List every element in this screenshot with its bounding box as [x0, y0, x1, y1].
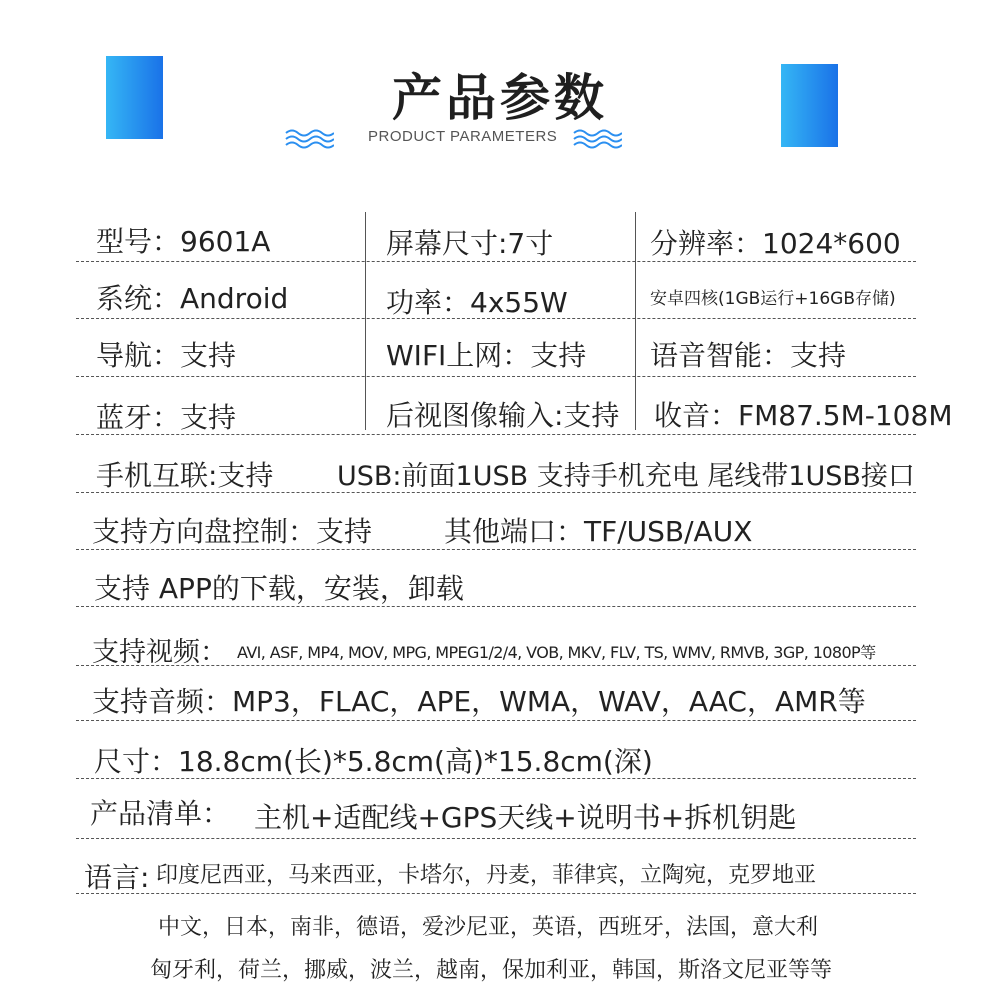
spec-navigation: 导航：支持: [96, 339, 237, 372]
spec-app: 支持 APP的下载，安装，卸载: [94, 572, 464, 605]
spec-package-label: 产品清单：: [90, 797, 231, 830]
page-subtitle: PRODUCT PARAMETERS: [368, 128, 558, 145]
page-title: 产品参数: [392, 69, 608, 127]
row-divider: [76, 492, 916, 493]
spec-screen-size: 屏幕尺寸:7寸: [386, 227, 554, 260]
wave-right-icon: [572, 128, 622, 150]
spec-voice: 语音智能：支持: [650, 339, 847, 372]
spec-radio: 收音：FM87.5M-108M: [654, 399, 953, 432]
spec-rear-camera: 后视图像输入:支持: [386, 399, 620, 432]
spec-video-formats: AVI, ASF, MP4, MOV, MPG, MPEG1/2/4, VOB, MKV, FLV, TS, WMV, RMVB, 3GP, 1080P等: [237, 643, 876, 662]
wave-left-icon: [284, 128, 334, 150]
row-divider: [76, 261, 916, 262]
spec-bluetooth: 蓝牙：支持: [96, 401, 237, 434]
subtitle-row: [0, 126, 1000, 152]
row-divider: [76, 318, 916, 319]
spec-usb: USB:前面1USB 支持手机充电 尾线带1USB接口: [337, 461, 915, 492]
spec-language-label: 语言:: [84, 861, 150, 894]
spec-audio: 支持音频：MP3，FLAC，APE，WMA，WAV，AAC，AMR等: [92, 685, 866, 718]
row-divider: [76, 893, 916, 894]
spec-language-line-1: 印度尼西亚，马来西亚，卡塔尔，丹麦，菲律宾，立陶宛，克罗地亚: [156, 863, 817, 888]
spec-video-label: 支持视频：: [92, 637, 227, 668]
row-divider: [76, 376, 916, 377]
spec-language-line-2: 中文，日本，南非，德语，爱沙尼亚，英语，西班牙，法国，意大利: [158, 915, 819, 940]
spec-package: 主机+适配线+GPS天线+说明书+拆机钥匙: [254, 801, 797, 834]
spec-steering-wheel: 支持方向盘控制：支持: [92, 515, 373, 548]
spec-language-line-3: 匈牙利，荷兰，挪威，波兰，越南，保加利亚，韩国，斯洛文尼亚等等: [150, 958, 833, 983]
row-divider: [76, 434, 916, 435]
row-divider: [76, 606, 916, 607]
row-divider: [76, 665, 916, 666]
spec-model: 型号：9601A: [96, 225, 271, 258]
row-divider: [76, 838, 916, 839]
spec-system: 系统：Android: [96, 282, 289, 315]
spec-wifi: WIFI上网：支持: [386, 339, 587, 372]
spec-size: 尺寸：18.8cm(长)*5.8cm(高)*15.8cm(深): [94, 745, 653, 778]
spec-phone-link: 手机互联:支持: [96, 459, 274, 492]
spec-resolution: 分辨率：1024*600: [650, 227, 901, 260]
row-divider: [76, 549, 916, 550]
grid-divider-1: [365, 212, 366, 430]
spec-cpu-memory: 安卓四核(1GB运行+16GB存储): [650, 289, 896, 309]
grid-divider-2: [635, 212, 636, 430]
spec-power: 功率：4x55W: [386, 286, 568, 319]
row-divider: [76, 778, 916, 779]
row-divider: [76, 720, 916, 721]
spec-other-ports: 其他端口：TF/USB/AUX: [444, 515, 753, 548]
